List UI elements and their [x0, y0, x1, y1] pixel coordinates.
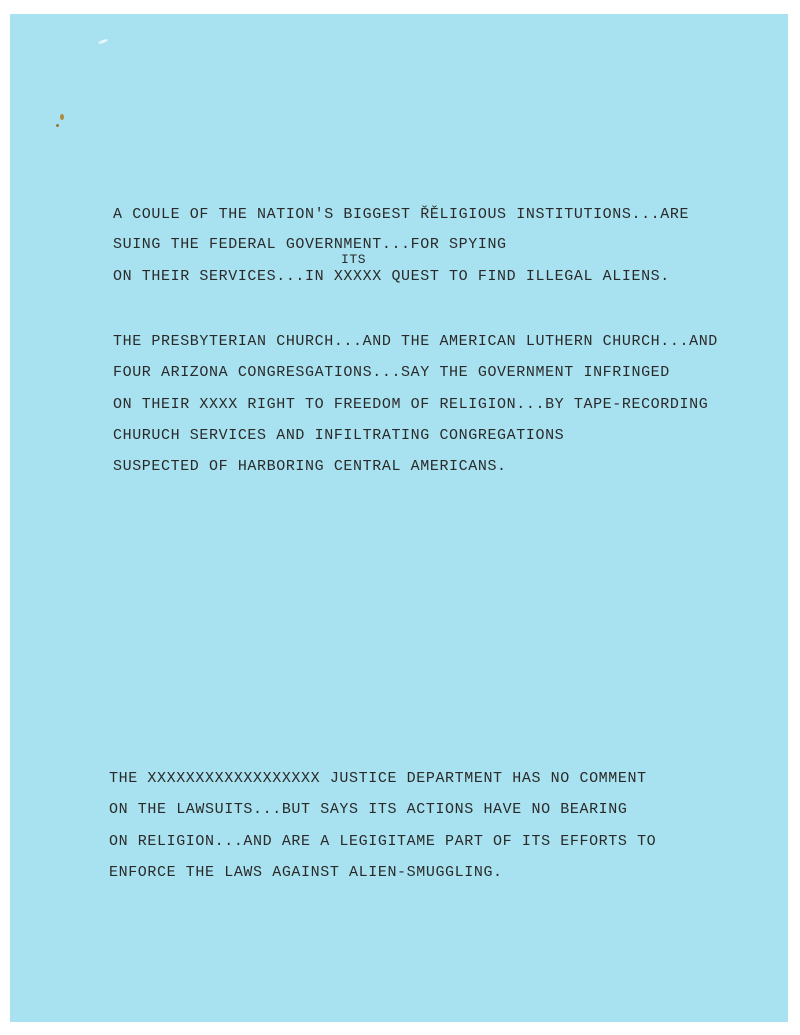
paragraph-2-line-4: CHURUCH SERVICES AND INFILTRATING CONGREGATIONS	[113, 427, 565, 444]
paragraph-3-line-2: ON THE LAWSUITS...BUT SAYS ITS ACTIONS HAVE NO BEARING	[109, 801, 628, 818]
inserted-word-its: ITS	[341, 252, 367, 267]
paragraph-3-line-1: THE XXXXXXXXXXXXXXXXXX JUSTICE DEPARTMENT HAS NO COMMENT	[109, 770, 647, 787]
paragraph-2-line-5: SUSPECTED OF HARBORING CENTRAL AMERICANS.	[113, 458, 507, 475]
paper-speck	[56, 124, 59, 127]
paper-speck	[60, 114, 64, 120]
paragraph-1-line-3: ON THEIR SERVICES...IN XXXXX QUEST TO FIND ILLEGAL ALIENS.	[113, 268, 670, 285]
typewritten-page	[10, 14, 788, 1022]
paragraph-1-line-1: A COULE OF THE NATION'S BIGGEST ŘĚLIGIOUS INSTITUTIONS...ARE	[113, 206, 690, 223]
paragraph-2-line-3: ON THEIR XXXX RIGHT TO FREEDOM OF RELIGION...BY TAPE-RECORDING	[113, 396, 709, 413]
paragraph-2-line-1: THE PRESBYTERIAN CHURCH...AND THE AMERICAN LUTHERN CHURCH...AND	[113, 333, 718, 350]
paragraph-3-line-4: ENFORCE THE LAWS AGAINST ALIEN-SMUGGLING.	[109, 864, 503, 881]
paper-speck	[98, 38, 108, 44]
paragraph-2-line-2: FOUR ARIZONA CONGRESGATIONS...SAY THE GOVERNMENT INFRINGED	[113, 364, 670, 381]
paragraph-3-line-3: ON RELIGION...AND ARE A LEGIGITAME PART OF ITS EFFORTS TO	[109, 833, 657, 850]
paragraph-1-line-2: SUING THE FEDERAL GOVERNMENT...FOR SPYING	[113, 236, 507, 253]
